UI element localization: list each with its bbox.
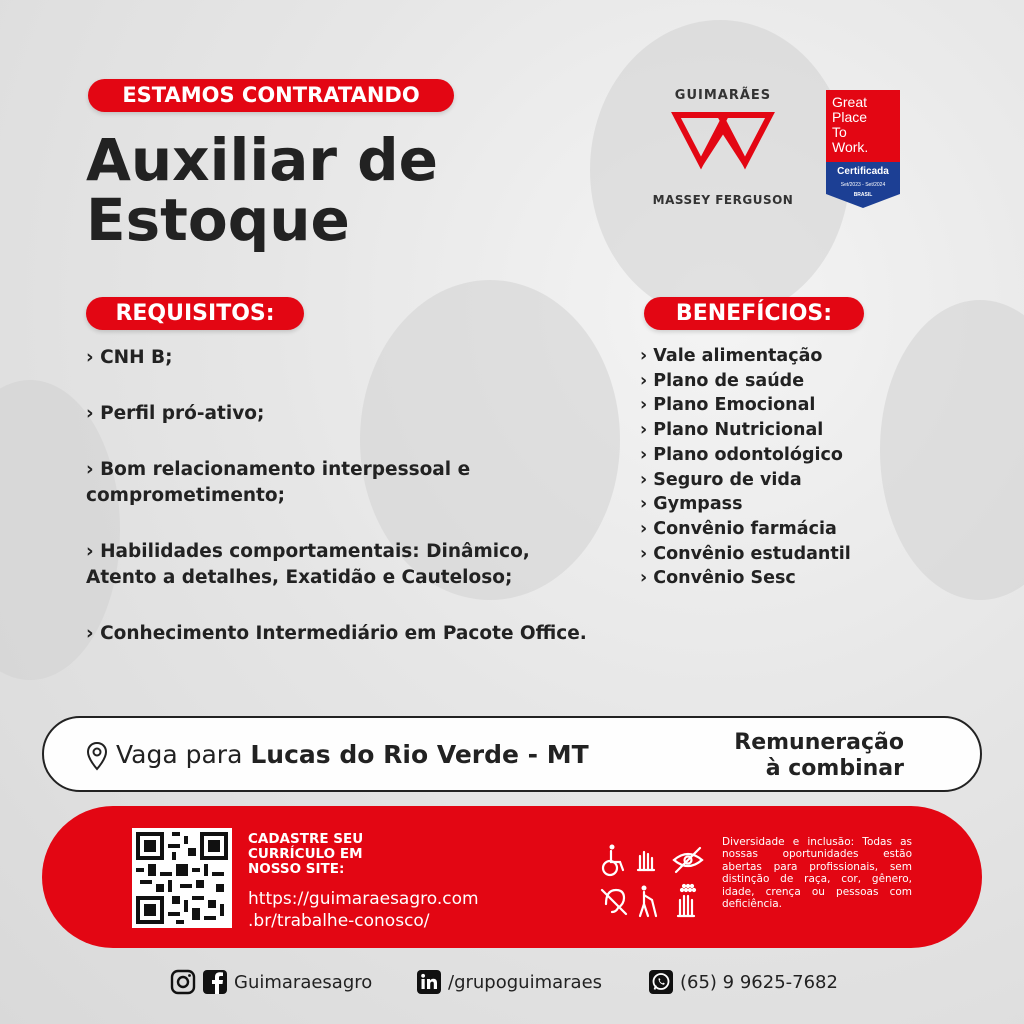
requirement-item: › Perfil pró-ativo; <box>86 403 265 424</box>
social-instagram-facebook[interactable] <box>170 966 372 998</box>
gptw-line-2: Place <box>832 109 868 125</box>
low-vision-icon <box>674 848 702 872</box>
social-phone-whatsapp[interactable]: (65) 9 9625-7682 <box>680 971 838 993</box>
benefit-item: › Plano Nutricional <box>640 420 824 441</box>
careers-link-line-1[interactable]: https://guimaraesagro.com <box>248 889 479 909</box>
diversity-statement: Diversidade e inclusão: Todas as nossas oportunidades estão abertas para profissionais, sem distinção de raça, cor, gênero, idade, crença ou pessoas com deficiência. <box>722 836 912 911</box>
requirement-item: › Bom relacionamento interpessoal e comprometimento; <box>86 459 471 506</box>
signup-heading <box>248 832 428 877</box>
benefit-item: › Gympass <box>640 494 743 515</box>
benefit-item: › Convênio estudantil <box>640 543 851 564</box>
whatsapp-icon[interactable] <box>648 969 674 995</box>
requirements-list <box>86 345 596 677</box>
location-text <box>116 740 589 769</box>
gptw-country: BRASIL <box>853 192 873 198</box>
social-whatsapp[interactable] <box>648 966 838 998</box>
qr-code[interactable] <box>132 828 232 928</box>
linkedin-icon[interactable] <box>416 969 442 995</box>
salary-info <box>734 730 904 782</box>
benefit-item: › Seguro de vida <box>640 469 802 490</box>
benefit-item: › Convênio farmácia <box>640 518 837 539</box>
job-title-line-1: Auxiliar de <box>86 126 439 194</box>
brand-top-text: GUIMARÃES <box>674 88 772 103</box>
hearing-impaired-icon <box>602 890 626 914</box>
careers-link[interactable] <box>248 888 479 932</box>
signup-heading-line-2: CURRÍCULO EM <box>248 846 363 862</box>
hiring-badge: ESTAMOS CONTRATANDO <box>88 79 454 112</box>
job-title-line-2: Estoque <box>86 186 350 254</box>
signup-band <box>42 806 982 948</box>
accessibility-icons <box>598 842 708 922</box>
massey-ferguson-logo-icon <box>668 103 778 183</box>
sign-language-icon <box>638 852 654 870</box>
gptw-line-1: Great <box>832 94 868 110</box>
location-pin-icon <box>86 741 108 771</box>
instagram-icon[interactable] <box>170 969 196 995</box>
great-place-to-work-badge <box>826 90 900 208</box>
gptw-certified: Certificada <box>837 166 889 177</box>
location-city: Lucas do Rio Verde - MT <box>250 740 589 769</box>
gptw-line-3: To <box>832 124 847 140</box>
requirement-item: › Conhecimento Intermediário em Pacote Office. <box>86 623 587 644</box>
gptw-period: Set/2023 - Set/2024 <box>840 182 886 188</box>
social-handle-linkedin[interactable]: /grupoguimaraes <box>448 971 603 993</box>
salary-line-1: Remuneração <box>734 730 904 755</box>
requirement-item: › CNH B; <box>86 347 173 368</box>
signup-heading-line-1: CADASTRE SEU <box>248 831 364 847</box>
location-box <box>42 716 982 792</box>
benefit-item: › Plano odontológico <box>640 444 843 465</box>
salary-line-2: à combinar <box>765 756 904 781</box>
blind-person-icon <box>640 886 656 917</box>
requirement-item: › Habilidades comportamentais: Dinâmico, Atento a detalhes, Exatidão e Cauteloso; <box>86 541 530 588</box>
job-title <box>86 126 646 254</box>
careers-link-line-2[interactable]: .br/trabalhe-conosco/ <box>248 911 430 931</box>
signup-heading-line-3: NOSSO SITE: <box>248 861 345 877</box>
company-logo <box>630 88 816 207</box>
brand-bottom-text: MASSEY FERGUSON <box>652 193 794 207</box>
location-prefix: Vaga para <box>116 740 251 769</box>
braille-icon <box>678 885 695 916</box>
facebook-icon[interactable] <box>202 969 228 995</box>
wheelchair-icon <box>603 845 623 876</box>
benefit-item: › Plano Emocional <box>640 395 816 416</box>
benefits-badge: BENEFÍCIOS: <box>644 297 864 330</box>
social-handle-facebook[interactable]: Guimaraesagro <box>234 971 373 993</box>
benefit-item: › Convênio Sesc <box>640 568 796 589</box>
gptw-line-4: Work. <box>832 139 869 155</box>
benefits-list <box>640 344 970 591</box>
social-linkedin[interactable] <box>416 966 602 998</box>
benefit-item: › Vale alimentação <box>640 346 823 366</box>
requirements-badge: REQUISITOS: <box>86 297 304 330</box>
benefit-item: › Plano de saúde <box>640 370 805 391</box>
